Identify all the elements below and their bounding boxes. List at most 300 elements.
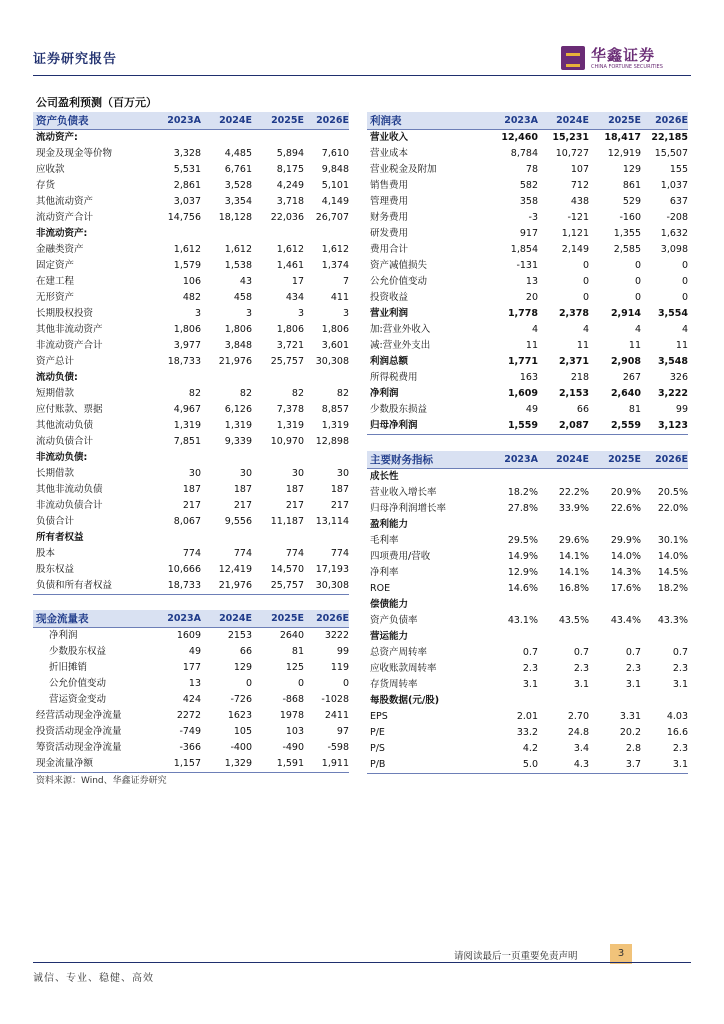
cell-value: 3,977 (173, 340, 201, 351)
year-header: 2025E (589, 112, 641, 130)
cell-value: 12,919 (607, 148, 641, 159)
table-row (367, 386, 688, 402)
cell-value: 1,806 (276, 324, 304, 335)
row-label: 存货周转率 (370, 679, 418, 690)
table-row (33, 306, 349, 322)
cell-value (201, 226, 252, 242)
cell-value (252, 450, 304, 466)
cell-value (589, 597, 641, 613)
cell-value (201, 450, 252, 466)
cell-value: 15,507 (654, 148, 688, 159)
cell-value (641, 517, 688, 533)
cell-value (201, 370, 252, 386)
cell-value: 25,757 (270, 356, 304, 367)
table-row (33, 450, 349, 466)
cell-value (538, 629, 589, 645)
footer-motto: 诚信、专业、稳健、高效 (33, 973, 154, 984)
table-row (33, 562, 349, 578)
cell-value: 187 (233, 484, 252, 495)
cell-value: 8,784 (510, 148, 538, 159)
row-label: 费用合计 (370, 244, 409, 255)
cell-value: 1,559 (484, 418, 538, 435)
cell-value: 3,328 (173, 148, 201, 159)
cell-value: 326 (669, 372, 688, 383)
cell-value: 9,848 (321, 164, 349, 175)
row-label: 销售费用 (370, 180, 409, 191)
logo-mark-icon (561, 46, 585, 70)
cell-value: 1,579 (173, 260, 201, 271)
cell-value: 2,640 (610, 388, 641, 399)
cell-value: 4,485 (224, 148, 252, 159)
row-label: 公允价值变动 (49, 678, 107, 689)
cell-value (304, 370, 349, 386)
cell-value: 2,378 (558, 308, 589, 319)
table-row (367, 501, 688, 517)
table-row (367, 693, 688, 709)
row-label: 每股数据(元/股) (370, 695, 440, 706)
cell-value: 1,806 (173, 324, 201, 335)
cell-value: 14,756 (167, 212, 201, 223)
cell-value: 7,610 (321, 148, 349, 159)
cell-value: 3,098 (660, 244, 688, 255)
cell-value: 3 (297, 308, 304, 319)
cell-value: 4 (582, 324, 589, 335)
cell-value: 1,609 (507, 388, 538, 399)
row-label: 所得税费用 (370, 372, 418, 383)
cell-value: 99 (675, 404, 688, 415)
cell-value: 3,848 (224, 340, 252, 351)
cell-value: 3.1 (625, 679, 641, 690)
table-row (367, 418, 688, 435)
row-label: 负债和所有者权益 (33, 578, 151, 595)
data-source-note: 资料来源：Wind、华鑫证券研究 (36, 776, 167, 786)
cell-value: 14.1% (558, 551, 589, 562)
cell-value (641, 629, 688, 645)
cell-value: 5.0 (484, 757, 538, 774)
row-label: 无形资产 (36, 292, 75, 303)
cell-value: 2,585 (613, 244, 641, 255)
cell-value: 11,187 (270, 516, 304, 527)
cell-value (151, 226, 201, 242)
cell-value: 7,378 (276, 404, 304, 415)
cell-value: 3.1 (522, 679, 538, 690)
table-row (33, 756, 349, 773)
cell-value: 10,666 (167, 564, 201, 575)
cell-value: 15,231 (552, 132, 589, 143)
cell-value (589, 517, 641, 533)
cell-value: 2,908 (610, 356, 641, 367)
cell-value: 861 (622, 180, 641, 191)
cell-value: 2.3 (672, 743, 688, 754)
cell-value: 3222 (324, 630, 349, 641)
cell-value: 424 (182, 694, 201, 705)
row-label: 盈利能力 (370, 519, 409, 530)
cell-value: 1,806 (224, 324, 252, 335)
cell-value: 17 (291, 276, 304, 287)
row-label: 长期股权投资 (36, 308, 94, 319)
table-row (33, 708, 349, 724)
row-label: 财务费用 (370, 212, 409, 223)
cell-value: 125 (285, 662, 304, 673)
table-row (367, 581, 688, 597)
table-row (367, 306, 688, 322)
balance-sheet-table (33, 112, 349, 595)
cell-value: 1,374 (321, 260, 349, 271)
cell-value: 105 (233, 726, 252, 737)
cell-value: 0 (681, 260, 688, 271)
cell-value: 17,193 (315, 564, 349, 575)
cell-value: -490 (282, 742, 304, 753)
cell-value (484, 469, 538, 486)
table-row (367, 549, 688, 565)
table-row (33, 628, 349, 645)
row-label: 流动负债: (36, 372, 78, 383)
cell-value (304, 450, 349, 466)
cell-value (151, 530, 201, 546)
table-row (33, 466, 349, 482)
cell-value: 712 (570, 180, 589, 191)
cell-value: 97 (336, 726, 349, 737)
year-header: 2025E (252, 610, 304, 628)
table-row (33, 226, 349, 242)
row-label: 营运资金变动 (49, 694, 107, 705)
cell-value: 0 (342, 678, 349, 689)
cell-value: 18.2% (657, 583, 688, 594)
table-row (367, 290, 688, 306)
cell-value: 3 (245, 308, 252, 319)
table-header-row (367, 112, 688, 130)
cell-value: 4,967 (173, 404, 201, 415)
table-row (33, 434, 349, 450)
table-row (367, 645, 688, 661)
cell-value: 6,761 (224, 164, 252, 175)
table-row (33, 660, 349, 676)
cell-value: 4 (681, 324, 688, 335)
year-header: 2024E (201, 610, 252, 628)
cell-value: 129 (622, 164, 641, 175)
page-number: 3 (610, 944, 632, 964)
cell-value: 8,175 (276, 164, 304, 175)
cell-value: -868 (282, 694, 304, 705)
cell-value: 7 (342, 276, 349, 287)
table-header-row (33, 112, 349, 130)
cell-value: 3 (342, 308, 349, 319)
cell-value: 0.7 (672, 647, 688, 658)
row-label: 成长性 (370, 471, 399, 482)
cell-value: 82 (336, 388, 349, 399)
table-row (367, 565, 688, 581)
cell-value: 917 (519, 228, 538, 239)
table-row (367, 469, 688, 486)
row-label: 投资活动现金净流量 (36, 726, 122, 737)
table-row (367, 194, 688, 210)
cell-value: 27.8% (507, 503, 538, 514)
cell-value: 1,778 (507, 308, 538, 319)
row-label: 营运能力 (370, 631, 409, 642)
year-header: 2026E (641, 112, 688, 130)
cell-value: 0 (297, 678, 304, 689)
table-header-row (367, 451, 688, 469)
cell-value: 10,970 (270, 436, 304, 447)
report-header-title: 证券研究报告 (33, 52, 118, 67)
table-header-row (33, 610, 349, 628)
year-header: 2024E (538, 451, 589, 469)
cell-value: 3,528 (224, 180, 252, 191)
cell-value: 774 (330, 548, 349, 559)
cell-value: 22.2% (558, 487, 589, 498)
cell-value: 18.2% (507, 487, 538, 498)
cell-value: 4.03 (666, 711, 688, 722)
cell-value: -208 (666, 212, 688, 223)
row-label: 金融类资产 (36, 244, 84, 255)
cell-value: 26,707 (315, 212, 349, 223)
row-label: 应收款 (36, 164, 65, 175)
cell-value: 582 (519, 180, 538, 191)
logo-name-cn: 华鑫证券 (591, 46, 656, 64)
disclaimer-note: 请阅读最后一页重要免责声明 (454, 951, 578, 962)
row-label: 利润总额 (370, 356, 409, 367)
cell-value: 30,308 (304, 578, 349, 595)
table-row (367, 210, 688, 226)
row-label: 营业税金及附加 (370, 164, 437, 175)
row-label: 负债合计 (36, 516, 75, 527)
cell-value: 187 (330, 484, 349, 495)
cell-value: 0.7 (522, 647, 538, 658)
table-row (367, 517, 688, 533)
table-row (33, 724, 349, 740)
cell-value: -366 (179, 742, 201, 753)
cell-value (252, 130, 304, 147)
cell-value: 0 (634, 260, 641, 271)
cell-value: 1,612 (276, 244, 304, 255)
cell-value: 1,806 (321, 324, 349, 335)
table-row (367, 258, 688, 274)
cell-value (538, 693, 589, 709)
cell-value: 3.1 (672, 679, 688, 690)
cell-value: 187 (285, 484, 304, 495)
row-label: 少数股东损益 (370, 404, 428, 415)
table-row (367, 402, 688, 418)
year-header: 2026E (304, 112, 349, 130)
cell-value: -121 (567, 212, 589, 223)
cell-value: 155 (669, 164, 688, 175)
cell-value: 14.6% (507, 583, 538, 594)
table-row (33, 178, 349, 194)
cell-value: 9,339 (224, 436, 252, 447)
table-row (33, 740, 349, 756)
cell-value: -400 (230, 742, 252, 753)
cell-value: 3 (194, 308, 201, 319)
cell-value: 0 (582, 260, 589, 271)
table-row (367, 757, 688, 774)
row-label: 营业利润 (370, 308, 409, 319)
table-row (367, 162, 688, 178)
cell-value: 1,538 (224, 260, 252, 271)
table-row (33, 130, 349, 147)
cell-value: 43.5% (558, 615, 589, 626)
cell-value: 2,861 (173, 180, 201, 191)
cell-value: 8,067 (173, 516, 201, 527)
cell-value: 2640 (279, 630, 304, 641)
row-label: 在建工程 (36, 276, 75, 287)
footer-divider (33, 962, 691, 963)
row-label: 净利率 (370, 567, 399, 578)
cell-value: 43.1% (507, 615, 538, 626)
cell-value: 14,570 (270, 564, 304, 575)
table-row (367, 130, 688, 147)
table-row (33, 578, 349, 595)
cell-value: 30,308 (315, 356, 349, 367)
row-label: P/B (367, 757, 484, 774)
row-label: 资产总计 (36, 356, 75, 367)
year-header: 2023A (151, 112, 201, 130)
cell-value: 22,036 (270, 212, 304, 223)
cell-value (484, 693, 538, 709)
row-label: 股东权益 (36, 564, 75, 575)
cell-value: 11 (675, 340, 688, 351)
cell-value: 2272 (176, 710, 201, 721)
cell-value: 218 (570, 372, 589, 383)
cell-value: 217 (330, 500, 349, 511)
cell-value: 33.2 (516, 727, 538, 738)
cell-value: 1,157 (151, 756, 201, 773)
cell-value: -749 (179, 726, 201, 737)
row-label: 流动资产合计 (36, 212, 94, 223)
table-row (33, 338, 349, 354)
cell-value: 29.6% (558, 535, 589, 546)
cell-value: -160 (619, 212, 641, 223)
row-label: EPS (370, 711, 388, 722)
cell-value (201, 130, 252, 147)
cell-value: 1623 (227, 710, 252, 721)
cell-value: 20.9% (610, 487, 641, 498)
cell-value: 2.3 (522, 663, 538, 674)
row-label: 流动负债合计 (36, 436, 94, 447)
cash-flow-statement-table (33, 610, 349, 773)
cell-value: 3.4 (573, 743, 589, 754)
cell-value: 18,733 (151, 578, 201, 595)
cell-value: 0 (582, 276, 589, 287)
cell-value: 14.0% (610, 551, 641, 562)
cell-value: 2.3 (672, 663, 688, 674)
table-row (33, 418, 349, 434)
cell-value: 774 (233, 548, 252, 559)
cell-value: 10,727 (555, 148, 589, 159)
year-header: 2026E (641, 451, 688, 469)
row-label: 短期借款 (36, 388, 75, 399)
cell-value: 0 (634, 276, 641, 287)
cell-value (538, 469, 589, 486)
cell-value: 18,733 (167, 356, 201, 367)
table-row (367, 533, 688, 549)
cell-value (484, 629, 538, 645)
cell-value: 1,319 (321, 420, 349, 431)
cell-value: 21,976 (218, 356, 252, 367)
cell-value: 8,857 (321, 404, 349, 415)
table-row (367, 242, 688, 258)
cell-value: 12.9% (507, 567, 538, 578)
table-row (33, 498, 349, 514)
table-row (367, 485, 688, 501)
cell-value: 2.8 (625, 743, 641, 754)
cell-value: 4,249 (276, 180, 304, 191)
cell-value (201, 530, 252, 546)
row-label: 净利润 (49, 630, 78, 641)
cell-value (252, 530, 304, 546)
table-row (33, 546, 349, 562)
cell-value: 82 (291, 388, 304, 399)
cell-value: 9,556 (224, 516, 252, 527)
table-row (367, 178, 688, 194)
table-row (33, 386, 349, 402)
row-label: 经营活动现金净流量 (36, 710, 122, 721)
company-logo (561, 44, 666, 74)
cell-value: 22.6% (610, 503, 641, 514)
cell-value: 13 (188, 678, 201, 689)
cell-value: 12,898 (315, 436, 349, 447)
cell-value: 0.7 (573, 647, 589, 658)
row-label: 四项费用/营收 (370, 551, 431, 562)
row-label: P/S (370, 743, 385, 754)
cell-value: 3.1 (573, 679, 589, 690)
cell-value: 2.70 (567, 711, 589, 722)
cell-value: 12,419 (218, 564, 252, 575)
cell-value: 21,976 (201, 578, 252, 595)
cell-value: 482 (182, 292, 201, 303)
cell-value: 49 (188, 646, 201, 657)
cell-value: 99 (336, 646, 349, 657)
cell-value: 1,037 (660, 180, 688, 191)
cell-value: 0 (245, 678, 252, 689)
table-row (33, 370, 349, 386)
cell-value: 13,114 (315, 516, 349, 527)
year-header: 2026E (304, 610, 349, 628)
cell-value: 20 (525, 292, 538, 303)
table-title: 现金流量表 (33, 610, 151, 628)
cell-value: 529 (622, 196, 641, 207)
cell-value: 4 (531, 324, 538, 335)
cell-value: 3,123 (641, 418, 688, 435)
row-label: 流动资产: (36, 132, 78, 143)
row-label: 非流动资产合计 (36, 340, 103, 351)
cell-value: 22,185 (651, 132, 688, 143)
cell-value (589, 693, 641, 709)
table-row (33, 146, 349, 162)
cell-value: 119 (330, 662, 349, 673)
cell-value: 20.2 (619, 727, 641, 738)
cell-value: 1978 (279, 710, 304, 721)
cell-value (641, 469, 688, 486)
cell-value: 16.6 (666, 727, 688, 738)
cell-value: 1,612 (173, 244, 201, 255)
year-header: 2023A (151, 610, 201, 628)
table-row (367, 322, 688, 338)
cell-value: 411 (330, 292, 349, 303)
cell-value: 217 (182, 500, 201, 511)
cell-value: 1,121 (561, 228, 589, 239)
row-label: 资产减值损失 (370, 260, 428, 271)
cell-value (484, 597, 538, 613)
cell-value: 1,461 (276, 260, 304, 271)
table-title: 资产负债表 (33, 112, 151, 130)
table-row (33, 402, 349, 418)
cell-value (641, 693, 688, 709)
cell-value: 1,854 (510, 244, 538, 255)
row-label: P/E (370, 727, 385, 738)
cell-value: 30.1% (657, 535, 688, 546)
cell-value: 2,559 (589, 418, 641, 435)
table-row (33, 290, 349, 306)
